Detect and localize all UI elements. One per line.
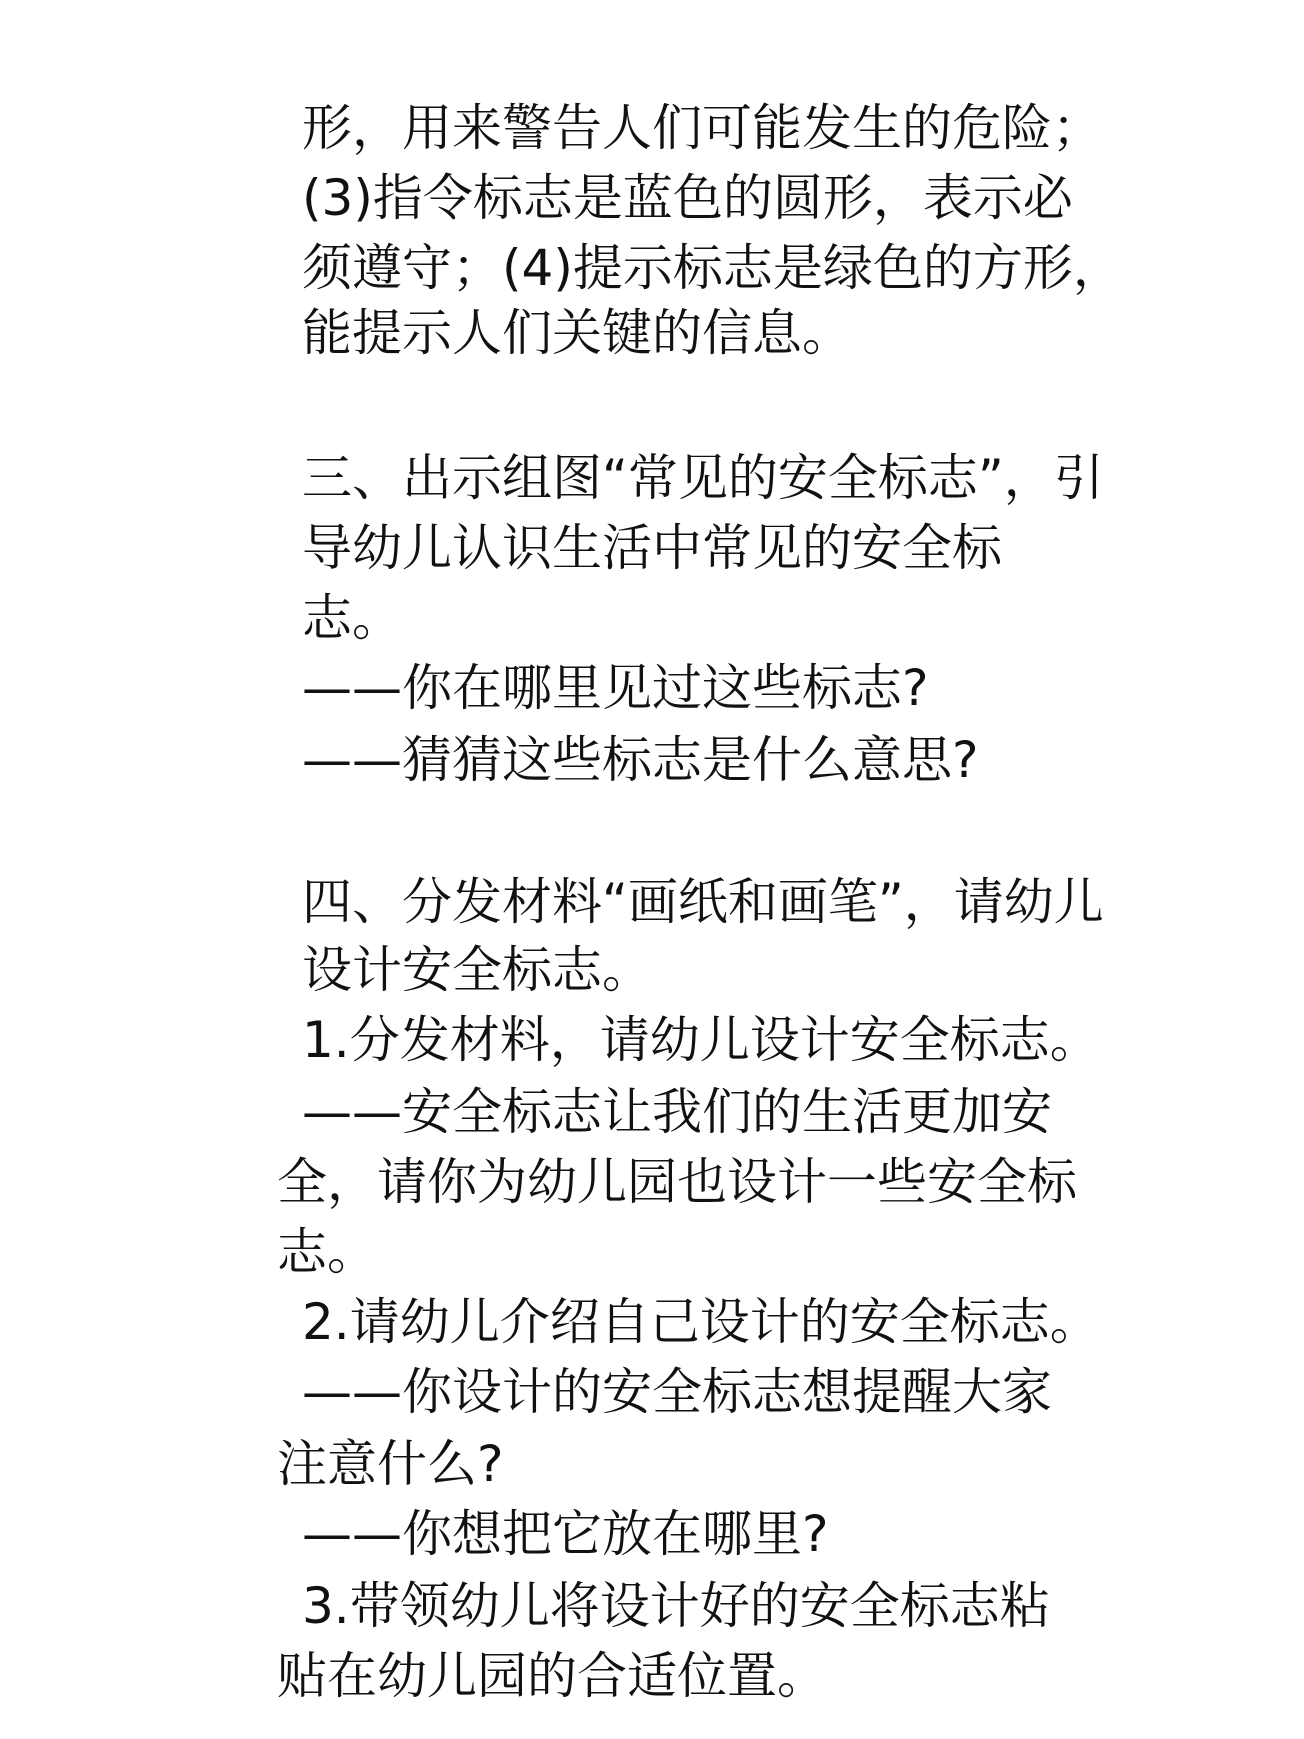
step-line: 3.带领幼儿将设计好的安全标志粘 — [302, 1577, 1050, 1635]
step-line: 1.分发材料，请幼儿设计安全标志。 — [302, 1011, 1100, 1069]
text-line: 注意什么? — [277, 1435, 504, 1493]
section-heading: 三、出示组图“常见的安全标志”，引 — [302, 449, 1104, 507]
text-line: 形，用来警告人们可能发生的危险； — [302, 99, 1102, 157]
section-heading: 四、分发材料“画纸和画笔”，请幼儿 — [302, 873, 1104, 931]
text-line: 全，请你为幼儿园也设计一些安全标 — [277, 1153, 1077, 1211]
text-line: 导幼儿认识生活中常见的安全标 — [302, 519, 1002, 577]
step-line: 2.请幼儿介绍自己设计的安全标志。 — [302, 1293, 1100, 1351]
text-line: 志。 — [277, 1223, 377, 1281]
text-line: (3)指令标志是蓝色的圆形，表示必 — [302, 169, 1073, 227]
question-line: ——安全标志让我们的生活更加安 — [302, 1083, 1052, 1141]
text-line: 须遵守；(4)提示标志是绿色的方形， — [302, 239, 1123, 297]
text-line: 能提示人们关键的信息。 — [302, 304, 852, 362]
text-line: 设计安全标志。 — [302, 941, 652, 999]
text-line: 志。 — [302, 589, 402, 647]
question-line: ——你想把它放在哪里? — [302, 1505, 829, 1563]
question-line: ——你在哪里见过这些标志? — [302, 659, 929, 717]
question-line: ——你设计的安全标志想提醒大家 — [302, 1363, 1052, 1421]
text-line: 贴在幼儿园的合适位置。 — [277, 1647, 827, 1705]
question-line: ——猜猜这些标志是什么意思? — [302, 731, 979, 789]
